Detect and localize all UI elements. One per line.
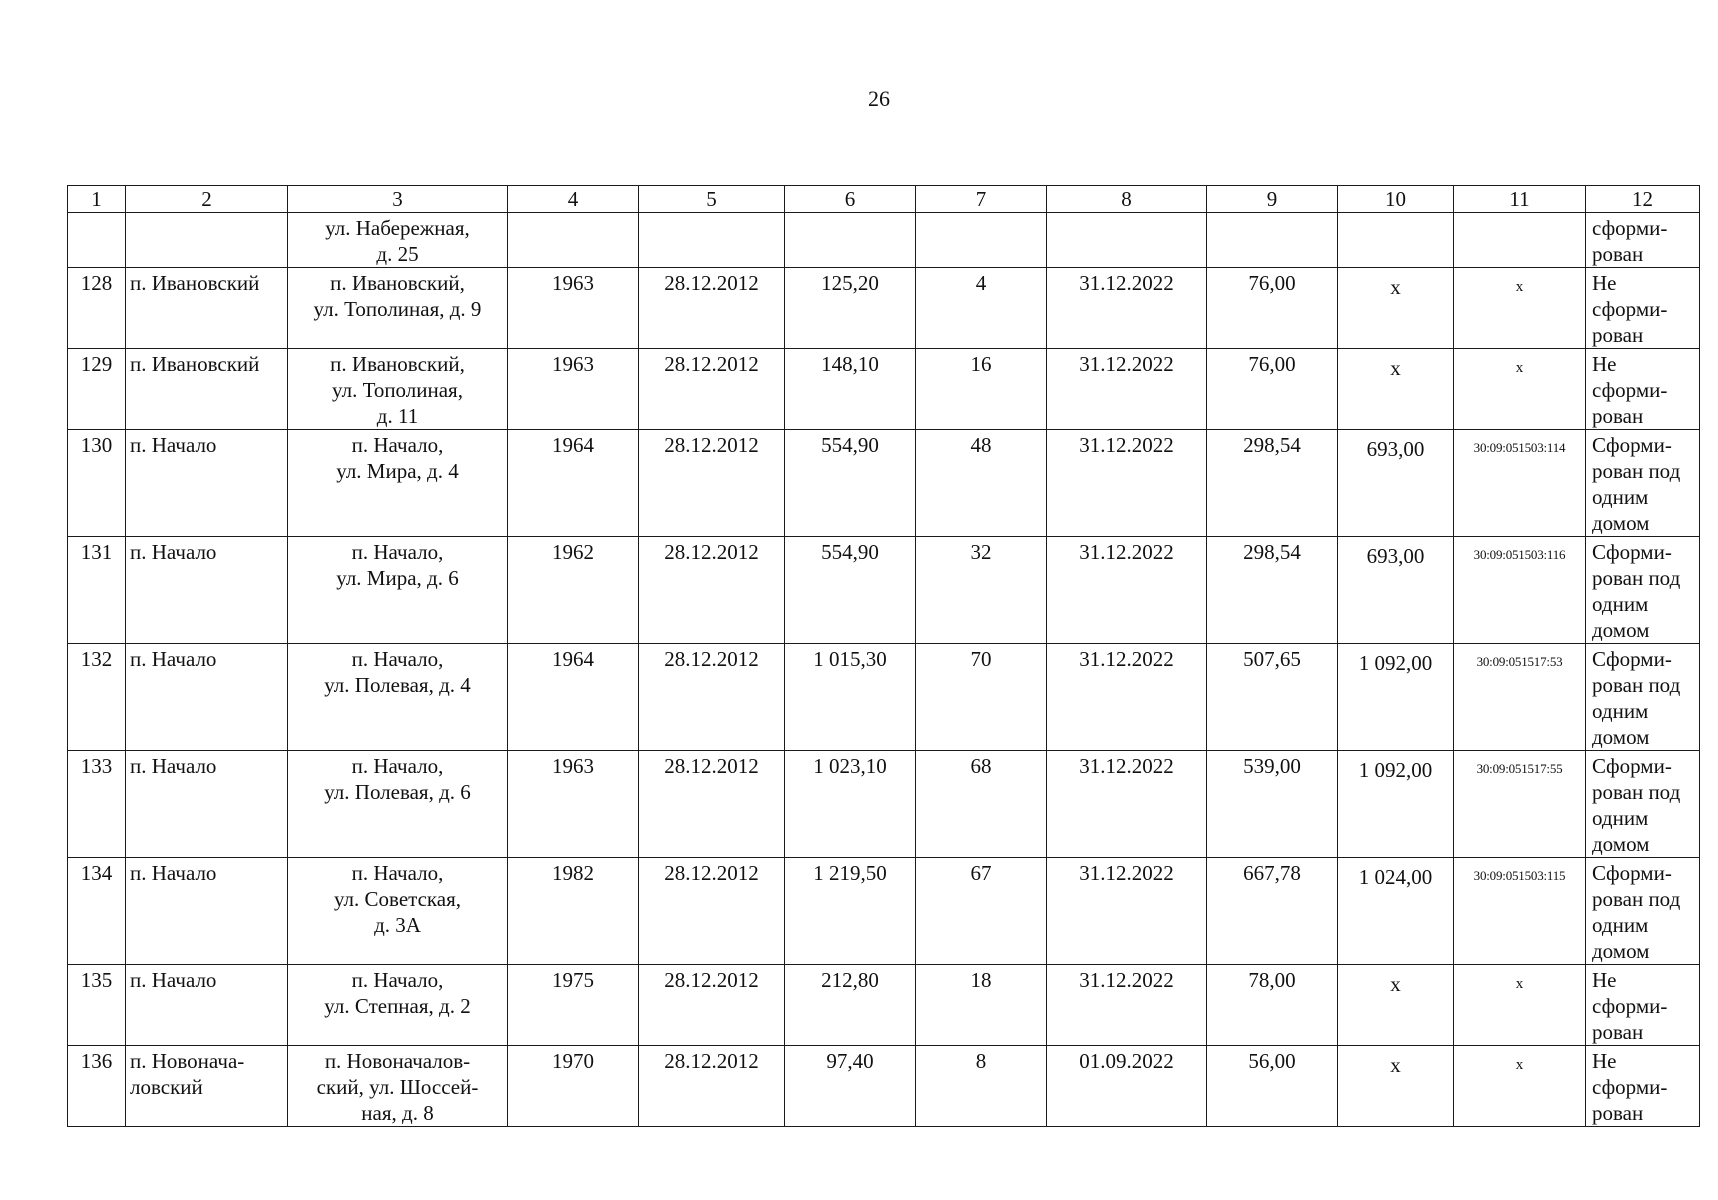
cell-status: Сформи- рован под одним домом bbox=[1586, 858, 1700, 965]
cell-number: 128 bbox=[68, 268, 126, 349]
cell-col10 bbox=[1338, 213, 1454, 268]
cell-date: 28.12.2012 bbox=[639, 1046, 785, 1127]
cell-status: Сформи- рован под одним домом bbox=[1586, 751, 1700, 858]
cell-status: Не сформи- рован bbox=[1586, 1046, 1700, 1127]
cell-year: 1962 bbox=[508, 537, 639, 644]
cell-address: п. Начало, ул. Мира, д. 4 bbox=[288, 430, 508, 537]
column-header: 12 bbox=[1586, 186, 1700, 213]
column-header: 10 bbox=[1338, 186, 1454, 213]
cell-number: 130 bbox=[68, 430, 126, 537]
cell-year: 1964 bbox=[508, 430, 639, 537]
cell-residents: 48 bbox=[916, 430, 1047, 537]
column-header: 7 bbox=[916, 186, 1047, 213]
table-row bbox=[68, 644, 1700, 751]
cell-date: 28.12.2012 bbox=[639, 751, 785, 858]
cell-number: 131 bbox=[68, 537, 126, 644]
cell-number: 132 bbox=[68, 644, 126, 751]
cell-col10: х bbox=[1338, 965, 1454, 1046]
cell-address: п. Новоначалов- ский, ул. Шоссей- ная, д. 8 bbox=[288, 1046, 508, 1127]
cell-col9: 298,54 bbox=[1207, 430, 1338, 537]
cell-address: ул. Набережная, д. 25 bbox=[288, 213, 508, 268]
cell-date: 28.12.2012 bbox=[639, 644, 785, 751]
cell-year bbox=[508, 213, 639, 268]
cell-address: п. Начало, ул. Полевая, д. 4 bbox=[288, 644, 508, 751]
cell-cadastral: 30:09:051503:114 bbox=[1454, 430, 1586, 537]
cell-area: 1 023,10 bbox=[785, 751, 916, 858]
cell-col10: 693,00 bbox=[1338, 537, 1454, 644]
cell-residents: 4 bbox=[916, 268, 1047, 349]
cell-deadline: 31.12.2022 bbox=[1047, 268, 1207, 349]
cell-col9: 507,65 bbox=[1207, 644, 1338, 751]
cell-settlement: п. Новоначa- ловский bbox=[126, 1046, 288, 1127]
column-header: 1 bbox=[68, 186, 126, 213]
column-header: 5 bbox=[639, 186, 785, 213]
cell-area: 212,80 bbox=[785, 965, 916, 1046]
cell-deadline: 31.12.2022 bbox=[1047, 537, 1207, 644]
cell-status: Сформи- рован под одним домом bbox=[1586, 644, 1700, 751]
cell-status: сформи- рован bbox=[1586, 213, 1700, 268]
cell-col9: 298,54 bbox=[1207, 537, 1338, 644]
cell-deadline: 31.12.2022 bbox=[1047, 349, 1207, 430]
cell-col9 bbox=[1207, 213, 1338, 268]
cell-date: 28.12.2012 bbox=[639, 430, 785, 537]
column-header: 9 bbox=[1207, 186, 1338, 213]
cell-year: 1963 bbox=[508, 349, 639, 430]
cell-year: 1963 bbox=[508, 751, 639, 858]
cell-cadastral: х bbox=[1454, 1046, 1586, 1127]
cell-deadline: 31.12.2022 bbox=[1047, 965, 1207, 1046]
cell-address: п. Начало, ул. Советская, д. 3А bbox=[288, 858, 508, 965]
cell-status: Не сформи- рован bbox=[1586, 268, 1700, 349]
column-header: 2 bbox=[126, 186, 288, 213]
cell-number bbox=[68, 213, 126, 268]
cell-col9: 78,00 bbox=[1207, 965, 1338, 1046]
cell-cadastral: х bbox=[1454, 349, 1586, 430]
cell-deadline bbox=[1047, 213, 1207, 268]
cell-col9: 76,00 bbox=[1207, 268, 1338, 349]
cell-deadline: 31.12.2022 bbox=[1047, 644, 1207, 751]
table-row bbox=[68, 965, 1700, 1046]
column-header: 6 bbox=[785, 186, 916, 213]
cell-area: 125,20 bbox=[785, 268, 916, 349]
cell-col10: 1 024,00 bbox=[1338, 858, 1454, 965]
cell-date: 28.12.2012 bbox=[639, 268, 785, 349]
cell-residents: 32 bbox=[916, 537, 1047, 644]
cell-address: п. Начало, ул. Степная, д. 2 bbox=[288, 965, 508, 1046]
cell-settlement: п. Начало bbox=[126, 965, 288, 1046]
cell-col9: 76,00 bbox=[1207, 349, 1338, 430]
cell-settlement: п. Начало bbox=[126, 644, 288, 751]
cell-number: 136 bbox=[68, 1046, 126, 1127]
cell-col9: 539,00 bbox=[1207, 751, 1338, 858]
cell-date bbox=[639, 213, 785, 268]
column-header: 11 bbox=[1454, 186, 1586, 213]
cell-number: 129 bbox=[68, 349, 126, 430]
cell-deadline: 31.12.2022 bbox=[1047, 858, 1207, 965]
cell-col9: 667,78 bbox=[1207, 858, 1338, 965]
cell-cadastral: 30:09:051517:55 bbox=[1454, 751, 1586, 858]
cell-date: 28.12.2012 bbox=[639, 858, 785, 965]
page-number: 26 bbox=[868, 86, 890, 111]
cell-number: 133 bbox=[68, 751, 126, 858]
cell-col10: х bbox=[1338, 268, 1454, 349]
cell-settlement bbox=[126, 213, 288, 268]
cell-deadline: 31.12.2022 bbox=[1047, 751, 1207, 858]
cell-settlement: п. Ивановский bbox=[126, 268, 288, 349]
cell-year: 1963 bbox=[508, 268, 639, 349]
cell-settlement: п. Начало bbox=[126, 537, 288, 644]
table-row bbox=[68, 858, 1700, 965]
cell-address: п. Ивановский, ул. Тополиная, д. 9 bbox=[288, 268, 508, 349]
cell-status: Не сформи- рован bbox=[1586, 965, 1700, 1046]
cell-residents: 18 bbox=[916, 965, 1047, 1046]
table-row bbox=[68, 430, 1700, 537]
cell-col10: 1 092,00 bbox=[1338, 644, 1454, 751]
cell-status: Не сформи- рован bbox=[1586, 349, 1700, 430]
cell-area: 1 219,50 bbox=[785, 858, 916, 965]
cell-address: п. Начало, ул. Мира, д. 6 bbox=[288, 537, 508, 644]
cell-year: 1970 bbox=[508, 1046, 639, 1127]
header-row bbox=[68, 186, 1700, 213]
cell-area: 554,90 bbox=[785, 537, 916, 644]
cell-address: п. Начало, ул. Полевая, д. 6 bbox=[288, 751, 508, 858]
column-header: 4 bbox=[508, 186, 639, 213]
table-row bbox=[68, 751, 1700, 858]
table-row bbox=[68, 1046, 1700, 1127]
column-header: 8 bbox=[1047, 186, 1207, 213]
cell-settlement: п. Начало bbox=[126, 430, 288, 537]
cell-residents: 8 bbox=[916, 1046, 1047, 1127]
cell-cadastral: х bbox=[1454, 965, 1586, 1046]
cell-area: 1 015,30 bbox=[785, 644, 916, 751]
cell-year: 1982 bbox=[508, 858, 639, 965]
cell-col10: 693,00 bbox=[1338, 430, 1454, 537]
cell-residents: 70 bbox=[916, 644, 1047, 751]
cell-number: 134 bbox=[68, 858, 126, 965]
cell-col10: х bbox=[1338, 1046, 1454, 1127]
cell-address: п. Ивановский, ул. Тополиная, д. 11 bbox=[288, 349, 508, 430]
cell-col10: 1 092,00 bbox=[1338, 751, 1454, 858]
cell-number: 135 bbox=[68, 965, 126, 1046]
cell-cadastral bbox=[1454, 213, 1586, 268]
cell-residents: 68 bbox=[916, 751, 1047, 858]
cell-settlement: п. Ивановский bbox=[126, 349, 288, 430]
cell-settlement: п. Начало bbox=[126, 858, 288, 965]
cell-cadastral: х bbox=[1454, 268, 1586, 349]
cell-area: 554,90 bbox=[785, 430, 916, 537]
table-row bbox=[68, 537, 1700, 644]
cell-cadastral: 30:09:051503:115 bbox=[1454, 858, 1586, 965]
cell-deadline: 31.12.2022 bbox=[1047, 430, 1207, 537]
data-table bbox=[67, 185, 1700, 1127]
cell-cadastral: 30:09:051503:116 bbox=[1454, 537, 1586, 644]
cell-col10: х bbox=[1338, 349, 1454, 430]
cell-area bbox=[785, 213, 916, 268]
cell-area: 148,10 bbox=[785, 349, 916, 430]
cell-residents: 67 bbox=[916, 858, 1047, 965]
cell-area: 97,40 bbox=[785, 1046, 916, 1127]
cell-settlement: п. Начало bbox=[126, 751, 288, 858]
cell-date: 28.12.2012 bbox=[639, 349, 785, 430]
cell-year: 1964 bbox=[508, 644, 639, 751]
cell-residents bbox=[916, 213, 1047, 268]
cell-status: Сформи- рован под одним домом bbox=[1586, 430, 1700, 537]
cell-col9: 56,00 bbox=[1207, 1046, 1338, 1127]
cell-year: 1975 bbox=[508, 965, 639, 1046]
cell-date: 28.12.2012 bbox=[639, 537, 785, 644]
cell-cadastral: 30:09:051517:53 bbox=[1454, 644, 1586, 751]
table-row bbox=[68, 213, 1700, 268]
table-row bbox=[68, 268, 1700, 349]
column-header: 3 bbox=[288, 186, 508, 213]
cell-deadline: 01.09.2022 bbox=[1047, 1046, 1207, 1127]
cell-status: Сформи- рован под одним домом bbox=[1586, 537, 1700, 644]
table-row bbox=[68, 349, 1700, 430]
cell-residents: 16 bbox=[916, 349, 1047, 430]
cell-date: 28.12.2012 bbox=[639, 965, 785, 1046]
